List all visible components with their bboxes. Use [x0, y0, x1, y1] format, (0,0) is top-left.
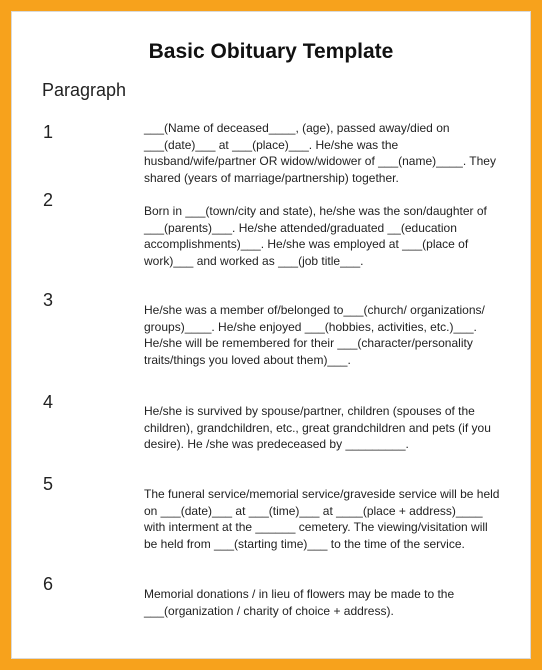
paragraph-6-text: Memorial donations / in lieu of flowers may be made to the ___(organization / charity of choice + address).: [144, 587, 455, 618]
paragraph-4-text: He/she is survived by spouse/partner, children (spouses of the children), grandchildren, etc., great grandchildren and pets (if you desire). He /she was predeceased by _________.: [144, 404, 491, 451]
paragraph-number-1: 1: [43, 122, 54, 142]
paragraph-1-text: ___(Name of deceased____, (age), passed away/died on ___(date)___ at ___(place)___. He/she was the husband/wife/partner OR widow/widower of ___(name)____. They shared (years of marriage/partnership) together.: [144, 121, 496, 185]
document-title: Basic Obituary Template: [148, 40, 394, 63]
paragraph-5-text: The funeral service/memorial service/graveside service will be held on ___(date)___ at ___(time)___ at ____(place + address)____ with interment at the ______ cemetery. The viewing/visitation will be held from ___(starting time)___ to the time of the service.: [144, 487, 500, 551]
paragraph-number-3: 3: [43, 290, 54, 310]
document-page: [11, 11, 531, 659]
paragraph-number-5: 5: [43, 474, 54, 494]
paragraph-number-6: 6: [43, 574, 54, 594]
paragraph-number-4: 4: [43, 392, 54, 412]
paragraph-3-text: He/she was a member of/belonged to___(church/ organizations/ groups)____. He/she enjoyed ___(hobbies, activities, etc.)___. He/she will be remembered for their ___(character/personality traits/things you loved about them)___.: [144, 303, 485, 367]
paragraph-number-2: 2: [43, 190, 54, 210]
section-label: Paragraph: [42, 80, 127, 100]
paragraph-2-text: Born in ___(town/city and state), he/she was the son/daughter of ___(parents)___. He/she attended/graduated __(education accomplishments)___. He/she was employed at ___(place of work)___ and worked as ___(job title___.: [144, 204, 487, 268]
